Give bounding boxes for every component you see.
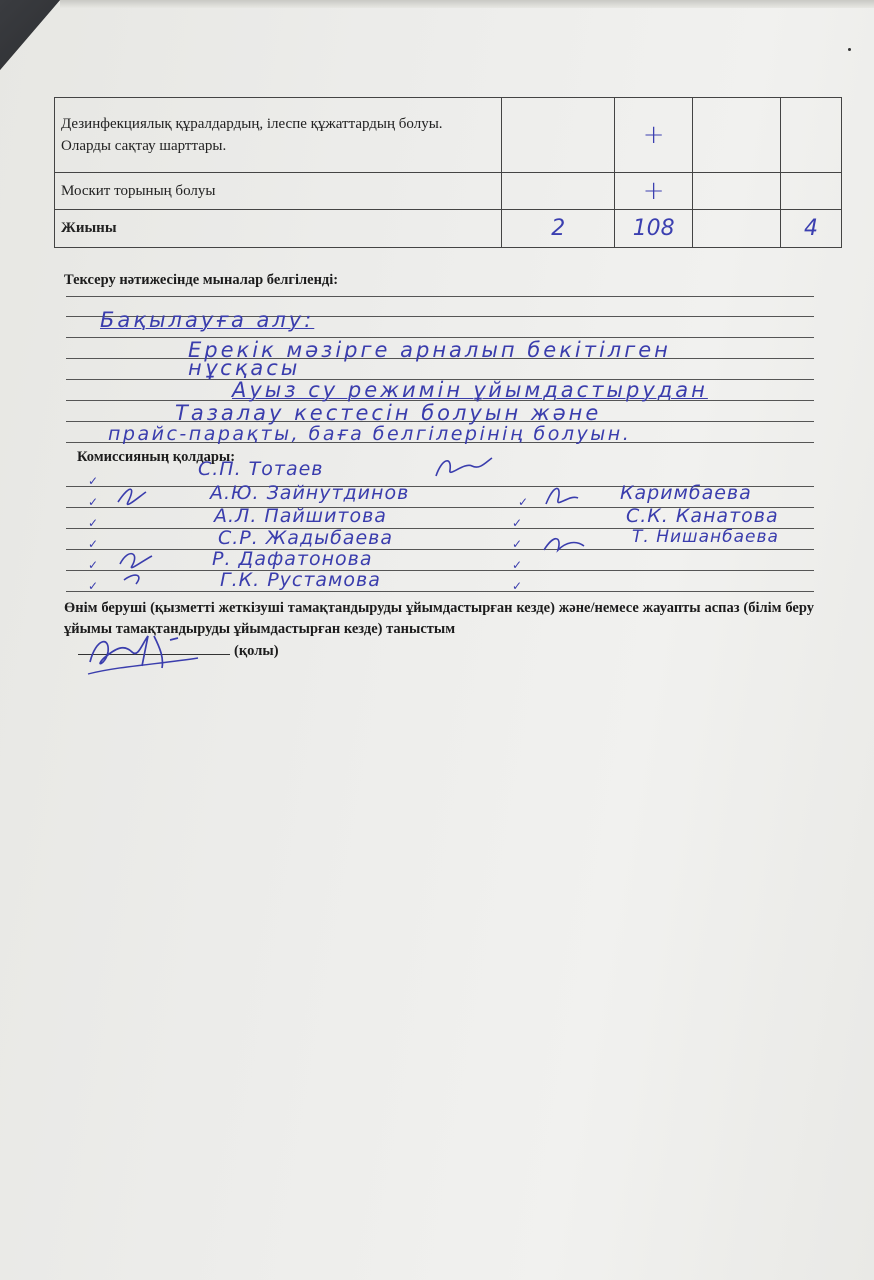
ruled-line (66, 296, 814, 297)
commission-signature: А.Ю. Зайнутдинов (210, 482, 410, 504)
signature-scribble (430, 452, 500, 482)
commission-signature: С.П. Тотаев (198, 458, 324, 480)
commission-signature: Т. Нишанбаева (632, 527, 779, 547)
commission-heading: Комиссияның қолдары: (77, 449, 236, 465)
check-mark-icon: ✓ (512, 516, 523, 530)
producer-signature (80, 618, 210, 678)
table-cell-label: Москит торының болуы (55, 173, 502, 210)
handwritten-finding: Ауыз су режимін ұйымдастырудан (232, 378, 708, 402)
check-mark-icon: ✓ (512, 579, 523, 593)
check-mark-icon: ✓ (518, 495, 529, 509)
table-cell-label: Дезинфекциялық құралдардың, ілеспе құжаттардың болуы. Оларды сақтау шарттары. (55, 98, 502, 173)
signature-scribbles (540, 478, 600, 568)
handwritten-finding: Бақылауға алу: (100, 308, 315, 332)
check-mark-icon: ✓ (88, 495, 99, 509)
table-cell (693, 173, 781, 210)
page-shadow (60, 0, 874, 8)
ruled-line (66, 591, 814, 592)
ruled-line (66, 570, 814, 571)
commission-signature: Р. Дафатонова (212, 548, 373, 570)
table-cell-total: 4 (781, 210, 842, 248)
findings-heading: Тексеру нәтижесінде мыналар белгіленді: (64, 272, 339, 288)
table-cell-mark: + (615, 98, 693, 173)
commission-signature: Каримбаева (620, 482, 752, 504)
table-cell (781, 173, 842, 210)
speck (848, 48, 851, 51)
table-row (55, 173, 842, 210)
commission-signature: С.К. Канатова (626, 505, 779, 527)
commission-signature: Г.К. Рустамова (220, 569, 381, 591)
table-cell-label: Жиыны (55, 210, 502, 248)
handwritten-finding: нұсқасы (188, 356, 301, 380)
check-mark-icon: ✓ (88, 474, 99, 488)
check-mark-icon: ✓ (88, 579, 99, 593)
check-mark-icon: ✓ (88, 516, 99, 530)
signature-label: (қолы) (234, 643, 279, 659)
signature-scribbles (100, 476, 170, 591)
check-mark-icon: ✓ (512, 537, 523, 551)
inspection-table (54, 97, 842, 248)
table-cell-total: 108 (615, 210, 693, 248)
table-cell (502, 173, 615, 210)
table-cell-total: 2 (502, 210, 615, 248)
table-cell (693, 98, 781, 173)
check-mark-icon: ✓ (88, 558, 99, 572)
table-cell (502, 98, 615, 173)
table-cell-total (693, 210, 781, 248)
handwritten-finding: Ерекік мәзірге арналып бекітілген (188, 338, 671, 362)
ruled-line (66, 549, 814, 550)
table-row-total (55, 210, 842, 248)
table-row (55, 98, 842, 173)
producer-text: Өнім беруші (қызметті жеткізуші тамақтандыруды ұйымдастырған кезде) және/немесе жауапты аспаз (білім беру ұйымы тамақтандыруды ұйымдастырған кезде) таныстым (64, 600, 814, 637)
commission-signature: А.Л. Пайшитова (214, 505, 387, 527)
table-cell (781, 98, 842, 173)
handwritten-finding: прайс-парақты, баға белгілерінің болуын. (108, 423, 632, 445)
commission-signature: С.Р. Жадыбаева (218, 527, 393, 549)
check-mark-icon: ✓ (88, 537, 99, 551)
handwritten-finding: Тазалау кестесін болуын және (175, 401, 602, 425)
table-cell-mark: + (615, 173, 693, 210)
check-mark-icon: ✓ (512, 558, 523, 572)
